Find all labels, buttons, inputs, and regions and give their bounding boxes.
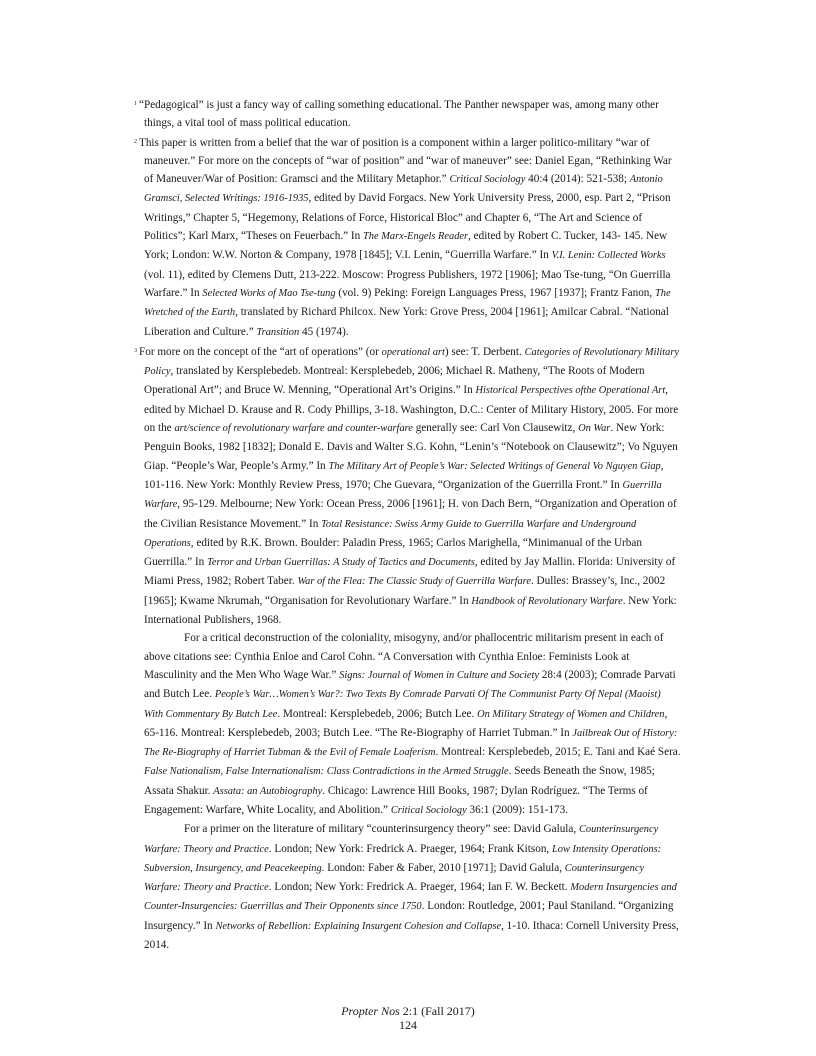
text-run: . Montreal: Kersplebedeb, 2015; E. Tani and Kaé Sera. [435, 746, 681, 759]
italic-title: Transition [256, 326, 300, 338]
text-run: . New York: Penguin Books, 1982 [1832]; Donald E. Davis and Walter S.G. Kohn, “Lenin’s “Notebook on Clausewitz”; Vo Nguyen Giap. “People’s War, People’s Army.” In [144, 422, 678, 472]
italic-title: On Military Strategy of Women and Children [477, 708, 665, 720]
page-number: 124 [399, 1018, 417, 1032]
italic-title: People’s War…Women’s War?: Two Texts By Comrade Parvati Of The Communist Party Of Nepal (Maoist) With Commentary By Butch Lee [144, 689, 661, 720]
text-run: . Dulles: Brassey’s, Inc., 2002 [1965]; Kwame Nkrumah, “Organisation for Revolutionary Warfare.” In [144, 575, 666, 607]
italic-title: Historical Perspectives ofthe Operational Art [475, 385, 666, 397]
text-run: 28:4 (2003); Comrade Parvati and Butch Lee. [144, 668, 676, 701]
text-run: . London; New York: Fredrick A. Praeger, 1964; Frank Kitson, [268, 842, 553, 855]
footnote-2 [134, 133, 682, 342]
italic-title: Selected Works of Mao Tse-tung [202, 287, 336, 299]
italic-title: Counterinsurgency Warfare: Theory and Practice [144, 862, 645, 894]
paragraph-text [144, 632, 681, 816]
text-run: 36:1 (2009): 151-173. [466, 803, 569, 816]
text-run: , 65-116. Montreal: Kersplebedeb, 2003; Butch Lee. “The Re-Biography of Harriet Tubman.” In [144, 707, 668, 739]
italic-title: operational art [381, 346, 445, 358]
footnote-text [139, 99, 659, 129]
italic-title: art/science of revolutionary warfare and counter-warfare [174, 423, 413, 435]
text-run: . Chicago: Lawrence Hill Books, 1987; Dylan Rodríguez. “The Terms of Engagement: Warfare, White Locality, and Abolition.” [144, 784, 648, 816]
italic-title: Categories of Revolutionary Military Policy [144, 346, 679, 378]
italic-title: Terror and Urban Guerrillas: A Study of Tactics and Documents [207, 557, 475, 569]
text-run: ) see: T. Derbent. [444, 345, 525, 358]
italic-title: War of the Flea: The Classic Study of Guerrilla Warfare [297, 576, 531, 588]
journal-name: Propter Nos [341, 1004, 400, 1018]
text-run: For a critical deconstruction of the coloniality, misogyny, and/or phallocentric militarism present in each of above citations see: Cynthia Enloe and Carol Cohn. “A Conversation with Cynthia Enloe: Feminists Look at Masculinity and the Men Who Wage War.” [144, 632, 664, 681]
italic-title: V.I. Lenin: Collected Works [551, 250, 666, 262]
italic-title: Total Resistance: Swiss Army Guide to Guerrilla Warfare and Underground Operations [144, 518, 637, 549]
text-run: 45 (1974). [299, 325, 349, 338]
text-run: . London; New York: Fredrick A. Praeger, 1964; Ian F. W. Beckett. [268, 881, 571, 894]
text-run: “Pedagogical” is just a fancy way of calling something educational. The Panther newspaper was, among many other things, a vital tool of mass political education. [139, 99, 659, 130]
italic-title: Jailbreak Out of History: The Re-Biography of Harriet Tubman & the Evil of Female Loaferism [144, 727, 678, 759]
italic-title: Critical Sociology [449, 174, 526, 186]
text-run: (vol. 11), edited by Clemens Dutt, 213-222. Moscow: Progress Publishers, 1972 [1906]; Mao Tse-tung, “On Guerrilla Warfare.” In [144, 268, 671, 299]
journal-issue: 2:1 (Fall 2017) [399, 1004, 475, 1018]
footnote-marker: 2 [134, 138, 137, 145]
italic-title: Critical Sociology [390, 804, 467, 816]
text-run: 40:4 (2014): 521-538; [525, 173, 630, 186]
italic-title: Counterinsurgency Warfare: Theory and Practice [144, 824, 659, 855]
text-run: . Montreal: Kersplebedeb, 2006; Butch Lee. [277, 707, 478, 720]
text-run: , 1-10. Ithaca: Cornell University Press, 2014. [144, 919, 679, 952]
italic-title: Assata: an Autobiography [213, 785, 323, 797]
footnote-marker: 3 [134, 347, 137, 354]
text-run: , edited by Jay Mallin. Florida: University of Miami Press, 1982; Robert Taber. [144, 556, 676, 588]
italic-title: Guerrilla Warfare [144, 479, 662, 511]
text-run: , edited by R.K. Brown. Boulder: Paladin Press, 1965; Carlos Marighella, “Minimanual of the Urban Guerrilla.” In [144, 536, 642, 569]
journal-footer [0, 1004, 816, 1018]
footnote-1 [134, 95, 682, 133]
footnote-text [139, 346, 679, 626]
italic-title: Antonio Gramsci, Selected Writings: 1916-1935 [144, 174, 663, 205]
text-run: For more on the concept of the “art of operations” (or [139, 345, 382, 358]
text-run: (vol. 9) Peking: Foreign Languages Press, 1967 [1937]; Frantz Fanon, [335, 286, 655, 299]
italic-title: Low Intensity Operations: Subversion, Insurgency, and Peacekeeping [144, 843, 662, 874]
footnote-text [139, 137, 672, 338]
footnote-3 [134, 342, 682, 629]
footnotes-section [134, 95, 682, 954]
italic-title: On War [578, 423, 611, 435]
paragraph-text [144, 823, 679, 951]
footnote-3-paragraph-critique [134, 629, 682, 820]
text-run: . London: Faber & Faber, 2010 [1971]; David Galula, [321, 861, 565, 874]
text-run: . London: Routledge, 2001; Paul Staniland. “Organizing Insurgency.” In [144, 900, 674, 932]
italic-title: The Wretched of the Earth [144, 287, 671, 319]
text-run: , translated by Richard Philcox. New York: Grove Press, 2004 [1961]; Amilcar Cabral. “National Liberation and Culture.” [144, 306, 669, 338]
italic-title: False Nationalism, False Internationalism: Class Contradictions in the Armed Struggle [144, 766, 509, 778]
text-run: , 95-129. Melbourne; New York: Ocean Press, 2006 [1961]; H. von Dach Bern, “Organization and Operation of the Civilian Resistance Movement.” In [144, 498, 677, 530]
text-run: , edited by David Forgacs. New York University Press, 2000, esp. Part 2, “Prison Writings,” Chapter 5, “Hegemony, Relations of Force, Historical Bloc” and Chapter 6, “The Art and Science of Politics”; Karl Marx, “Theses on Feuerbach.” In [144, 192, 671, 243]
footnote-3-paragraph-counterinsurgency [134, 820, 682, 954]
text-run: , edited by Robert C. Tucker, 143- 145. New York; London: W.W. Norton & Company, 1978 [1845]; V.I. Lenin, “Guerrilla Warfare.” In [144, 230, 668, 262]
text-run: This paper is written from a belief that the war of position is a component within a larger politico-military “war of maneuver.” For more on the concepts of “war of position” and “war of maneuver” see: Daniel Egan, “Rethinking War of Maneuver/War of Position: Gramsci and the Military Metaphor.” [139, 136, 672, 186]
text-run: . New York: International Publishers, 1968. [144, 594, 677, 627]
text-run: For a primer on the literature of military “counterinsurgency theory” see: David Galula, [184, 823, 579, 836]
italic-title: Signs: Journal of Women in Culture and Society [339, 669, 539, 681]
italic-title: Networks of Rebellion: Explaining Insurgent Cohesion and Collapse [215, 920, 502, 932]
footnote-marker: 1 [134, 101, 137, 107]
text-run: , edited by Michael D. Krause and R. Cody Phillips, 3-18. Washington, D.C.: Center of Military History, 2005. For more on the [144, 384, 679, 435]
text-run: , translated by Kersplebedeb. Montreal: Kersplebedeb, 2006; Michael R. Matheny, “The Roots of Modern Operational Art”; and Bruce W. Menning, “Operational Art’s Origins.” In [144, 365, 645, 397]
text-run: . Seeds Beneath the Snow, 1985; Assata Shakur. [144, 765, 655, 797]
italic-title: The Marx-Engels Reader [363, 231, 469, 243]
italic-title: Modern Insurgencies and Counter-Insurgencies: Guerrillas and Their Opponents since 1750 [144, 882, 677, 913]
italic-title: The Military Art of People’s War: Selected Writings of General Vo Nguyen Giap [328, 460, 661, 472]
text-run: generally see: Carl Von Clausewitz, [412, 422, 579, 435]
text-run: , 101-116. New York: Monthly Review Press, 1970; Che Guevara, “Organization of the Guerrilla Front.” In [144, 459, 664, 491]
italic-title: Handbook of Revolutionary Warfare [471, 595, 623, 607]
